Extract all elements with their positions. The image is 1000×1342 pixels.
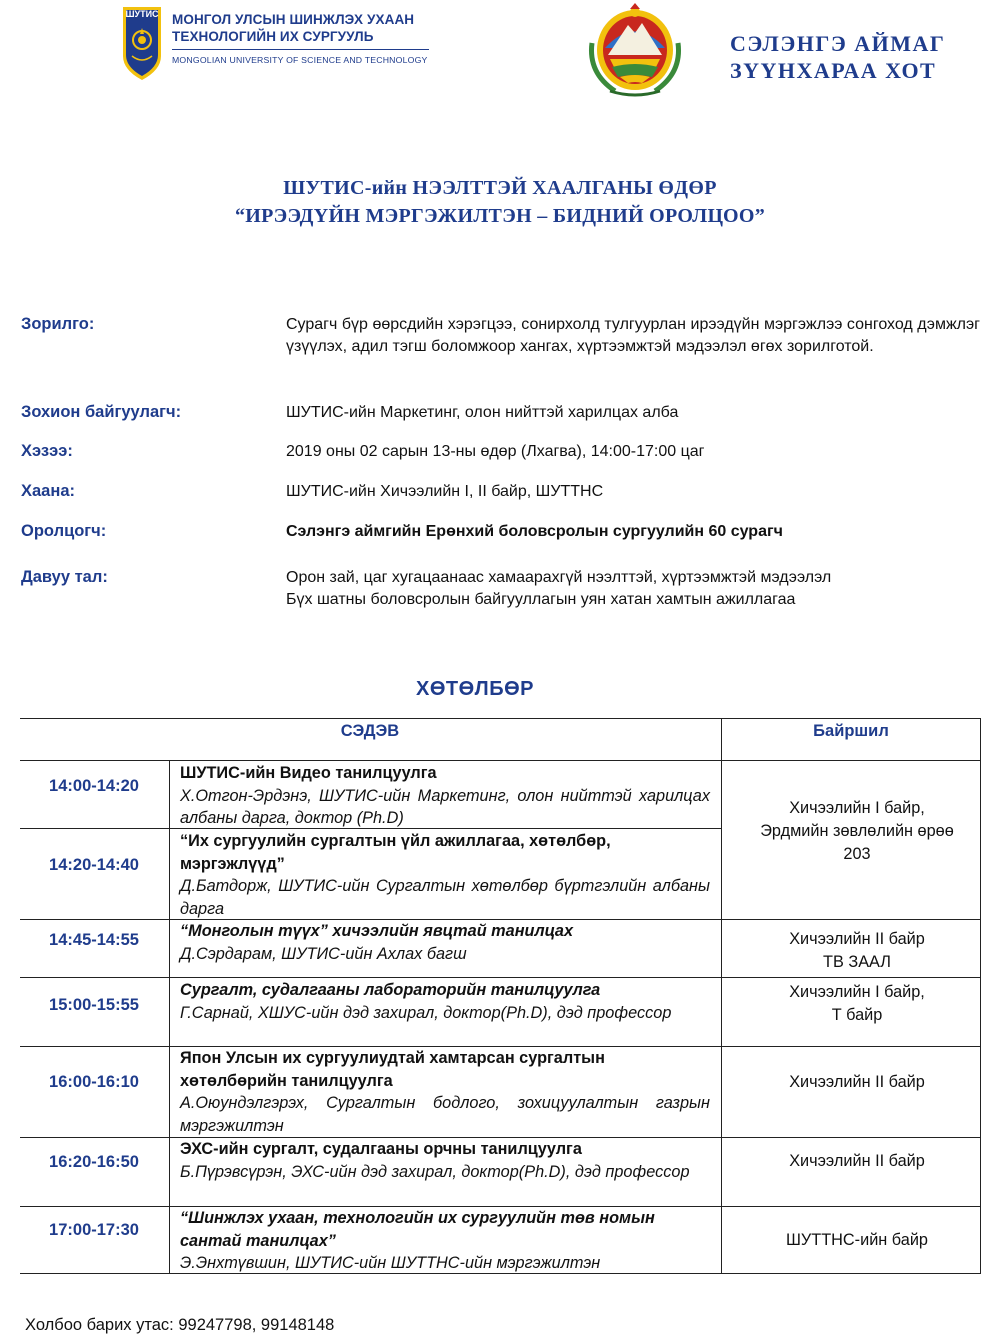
info-value-participants: Сэлэнгэ аймгийн Ерөнхий боловсролын сургуулийн 60 сурагч [286, 523, 783, 540]
location-line: Хичээлийн II байр [789, 1073, 925, 1091]
row-time: 16:00-16:10 [49, 1073, 139, 1091]
divider [172, 49, 429, 50]
location-cell [722, 797, 992, 866]
topic-title: “Их сургуулийн сургалтын үйл ажиллагаа, хөтөлбөр, мэргэжлүүд” [180, 832, 611, 873]
svg-text:ШУТИС: ШУТИС [125, 9, 159, 19]
contact-phone: Холбоо барих утас: 99247798, 99148148 [25, 1316, 335, 1334]
row-time: 14:45-14:55 [49, 931, 139, 949]
topic-speaker: Б.Пүрэвсүрэн, ЭХС-ийн дэд захирал, доктор(Ph.D), дэд профессор [180, 1162, 690, 1181]
location-line: Хичээлийн II байр [789, 930, 925, 948]
topic-speaker: А.Оюундэлгэрэх, Сургалтын бодлого, зохицуулалтын газрын мэргэжилтэн [180, 1094, 710, 1135]
location-cell [722, 928, 992, 974]
column-header-topic: СЭДЭВ [340, 722, 400, 740]
info-label-goal: Зорилго: [21, 315, 95, 333]
location-line: ТВ ЗААЛ [823, 953, 891, 971]
topic-title: ШУТИС-ийн Видео танилцуулга [180, 764, 437, 782]
info-value-organizer: ШУТИС-ийн Маркетинг, олон нийттэй харилцах алба [286, 404, 679, 421]
shield-label [120, 4, 164, 20]
university-name-line1: МОНГОЛ УЛСЫН ШИНЖЛЭХ УХААН [172, 12, 415, 27]
info-label-advantages: Давуу тал: [21, 568, 108, 586]
event-subtitle: “ИРЭЭДҮЙН МЭРГЭЖИЛТЭН – БИДНИЙ ОРОЛЦОО” [234, 205, 766, 227]
topic-speaker: Х.Отгон-Эрдэнэ, ШУТИС-ийн Маркетинг, олон нийттэй харилцах албаны дарга, доктор (Ph.D) [180, 786, 710, 827]
info-value-when: 2019 оны 02 сарын 13-ны өдөр (Лхагва), 14:00-17:00 цаг [286, 443, 705, 460]
info-label-where: Хаана: [21, 482, 75, 500]
topic-speaker: Э.Энхтүвшин, ШУТИС-ийн ШУТТНС-ийн мэргэжилтэн [180, 1254, 601, 1272]
city-name [730, 30, 945, 84]
topic-speaker: Д.Сэрдарам, ШУТИС-ийн Ахлах багш [180, 944, 467, 963]
row-time: 17:00-17:30 [49, 1221, 139, 1239]
location-cell [722, 1150, 992, 1173]
row-time: 16:20-16:50 [49, 1153, 139, 1171]
info-value-goal: Сурагч бүр өөрсдийн хэрэгцээ, сонирхолд тулгуурлан ирээдүйн мэргэжлээ сонгоход дэмжлэг үзүүлэх, адил тэгш боломжоор хангах, хүртээмжтэй мэдээлэл өгөх зорилготой. [286, 316, 980, 355]
info-value-advantages [286, 567, 980, 611]
topic-title: Япон Улсын их сургуулиудтай хамтарсан сургалтын хөтөлбөрийн танилцуулга [180, 1049, 605, 1090]
advantage-line2: Бүх шатны боловсролын байгууллагын уян хатан хамтын ажиллагаа [286, 591, 796, 608]
topic-title: “Шинжлэх ухаан, технологийн их сургуулийн төв номын сантай танилцах” [180, 1209, 655, 1250]
location-line: ШУТТНС-ийн байр [786, 1231, 928, 1249]
row-time: 14:00-14:20 [49, 777, 139, 795]
topic-title: “Монголын түүх” хичээлийн явцтай танилцах [180, 922, 574, 940]
university-name-en: MONGOLIAN UNIVERSITY OF SCIENCE AND TECHNOLOGY [172, 55, 428, 65]
location-cell [722, 1071, 992, 1094]
location-line: Эрдмийн зөвлөлийн өрөө [760, 822, 954, 840]
topic-title: Сургалт, судалгааны лабораторийн танилцуулга [180, 981, 601, 999]
info-label-organizer: Зохион байгуулагч: [21, 403, 182, 421]
info-label-participants: Оролцогч: [21, 522, 107, 540]
university-logo [120, 4, 450, 84]
table-row [180, 1047, 710, 1137]
university-name-line2: ТЕХНОЛОГИЙН ИХ СУРГУУЛЬ [172, 29, 374, 44]
topic-speaker: Д.Батдорж, ШУТИС-ийн Сургалтын хөтөлбөр бүртгэлийн албаны дарга [180, 877, 710, 918]
location-cell [722, 1229, 992, 1252]
table-row [180, 830, 710, 920]
location-line: Т байр [831, 1006, 883, 1024]
table-row [180, 1138, 710, 1183]
topic-title: ЭХС-ийн сургалт, судалгааны орчны танилцуулга [180, 1140, 582, 1158]
column-header-place: Байршил [813, 722, 889, 740]
info-label-when: Хэзээ: [21, 442, 73, 460]
table-row [180, 762, 710, 830]
table-row [180, 1207, 710, 1275]
location-line: Хичээлийн I байр, [789, 983, 925, 1001]
table-row [180, 920, 710, 965]
city-name-line1: СЭЛЭНГЭ АЙМАГ [730, 31, 946, 56]
row-time: 15:00-15:55 [49, 996, 139, 1014]
program-title: ХӨТӨЛБӨР [416, 678, 534, 700]
advantage-line1: Орон зай, цаг хугацаанаас хамаарахгүй нээлттэй, хүртээмжтэй мэдээлэл [286, 569, 832, 586]
event-title: ШУТИС-ийн НЭЭЛТТЭЙ ХААЛГАНЫ ӨДӨР [283, 177, 717, 199]
location-line: Хичээлийн II байр [789, 1152, 925, 1170]
info-value-where: ШУТИС-ийн Хичээлийн I, II байр, ШУТТНС [286, 483, 604, 500]
selenge-emblem-icon [580, 3, 690, 98]
row-time: 14:20-14:40 [49, 856, 139, 874]
location-cell [722, 981, 992, 1027]
table-row [180, 979, 710, 1024]
city-name-line2: ЗҮҮНХАРАА ХОТ [730, 58, 937, 83]
topic-speaker: Г.Сарнай, ХШУС-ийн дэд захирал, доктор(Ph.D), дэд профессор [180, 1003, 672, 1022]
location-line: Хичээлийн I байр, [789, 799, 925, 817]
location-line: 203 [843, 845, 871, 863]
